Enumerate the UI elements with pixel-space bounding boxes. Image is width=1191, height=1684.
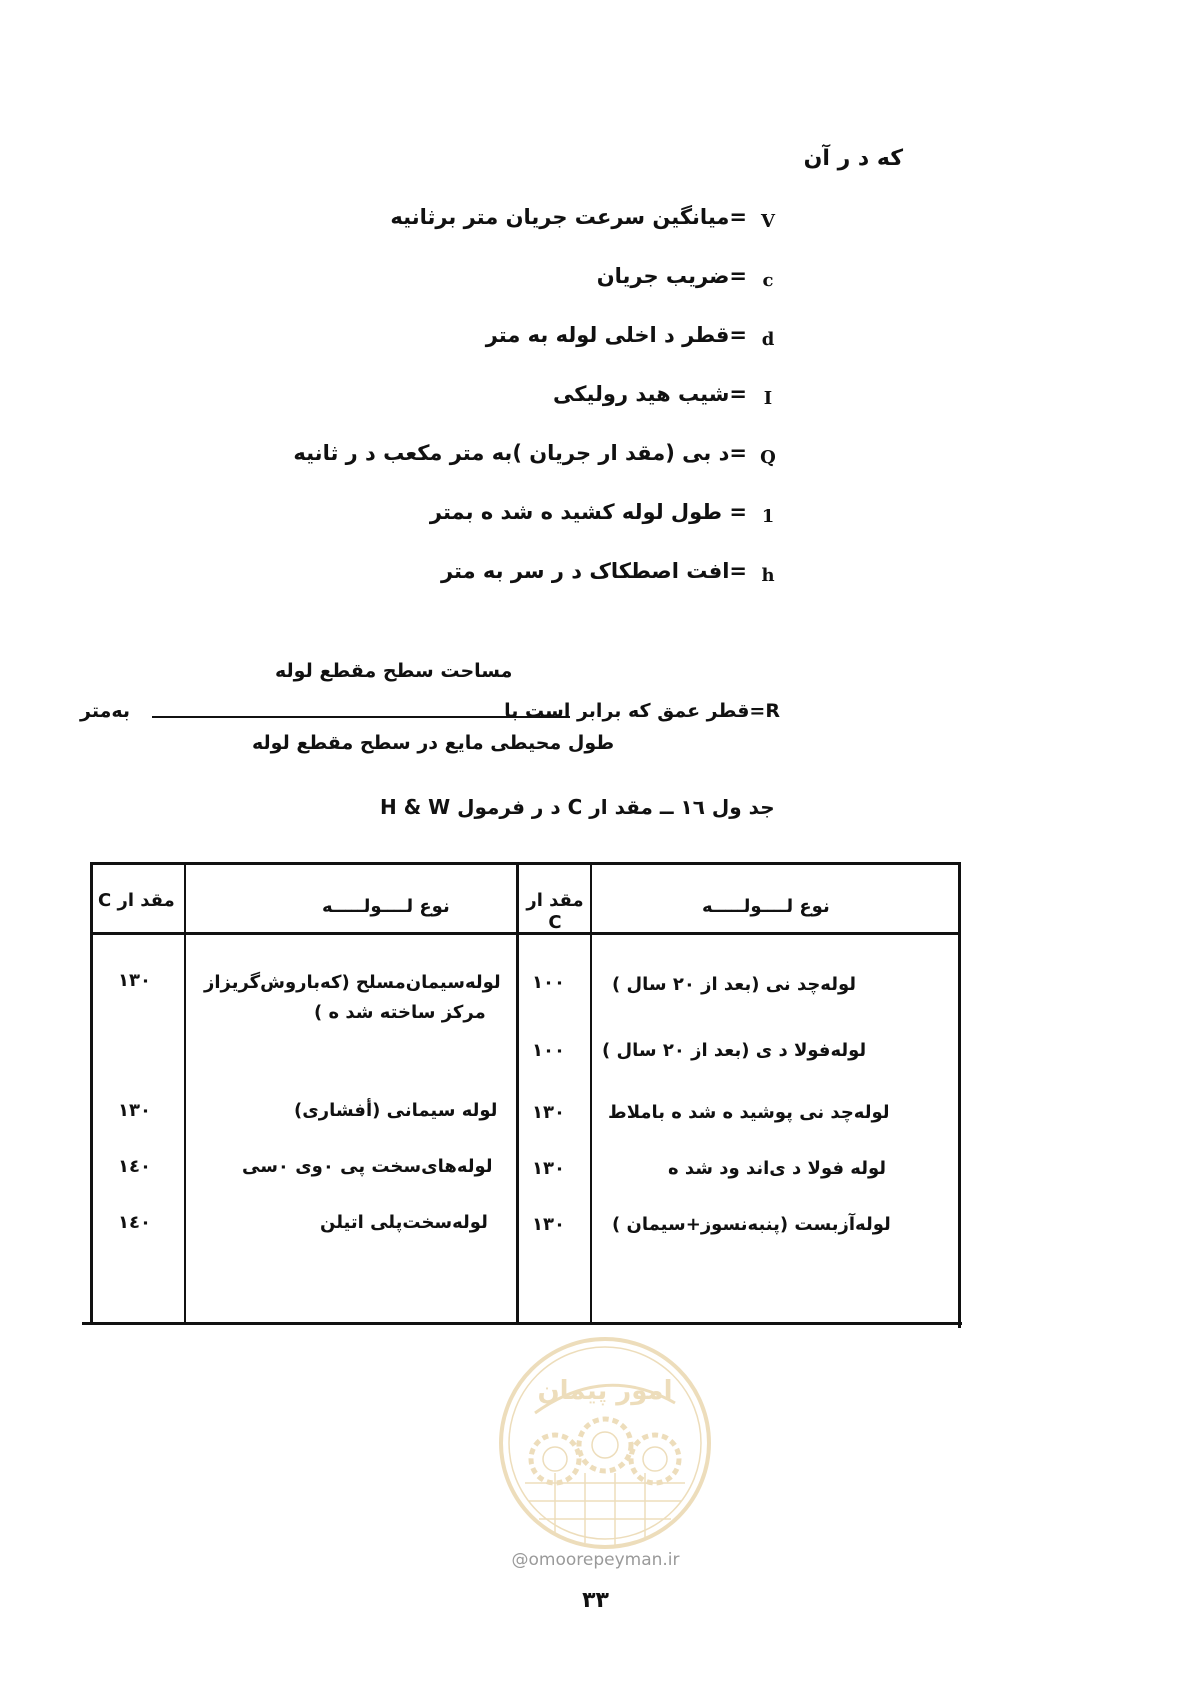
header-right-c: مقد ار C [526,890,584,933]
table-cell: ١٤٠ [118,1212,151,1233]
table-cell: لوله سیمانی (أفشاری) [294,1100,498,1121]
page-number: ٣٣ [582,1588,609,1613]
header-left-type: نوع لــــولـــــه [322,896,450,917]
table-cell: لوله‌سیمان‌مسلح (که‌باروش‌گریزاز [204,972,501,993]
header-left-c: مقد ار C [98,890,175,911]
table-cell: ١٠٠ [532,972,565,993]
table-cell: لوله‌فولا د ی (بعد از ٢٠ سال ) [602,1040,867,1061]
definition-item [263,559,783,618]
definition-symbol: 1 [761,506,775,527]
definition-text: =میانگین سرعت جریان متر برثانیه [390,205,747,229]
watermark-url: @omoorepeyman.ir [511,1550,680,1570]
definition-item [263,323,783,382]
hydraulic-radius-formula [80,660,780,770]
table-cell: لوله فولا د ی‌اند ود شد ه [668,1158,887,1179]
table-caption: جد ول ١٦ ــ مقد ار C د ر فرمول H & W [380,795,775,819]
formula-lhs: R=قطر عمق که برابر است با [504,700,780,722]
table-cell: ١٣٠ [532,1214,565,1235]
c-values-table [82,862,962,1328]
definition-text: =افت اصطکاک د ر سر به متر [440,559,747,583]
definition-text: =قطر د اخلی لوله به متر [485,323,747,347]
table-divider [516,862,519,1322]
table-cell: لوله‌آزبست (پنبه‌نسوز+سیمان ) [612,1214,891,1235]
table-cell: ١٣٠ [118,1100,151,1121]
definition-symbol: c [762,270,774,291]
definition-symbol: d [761,329,775,350]
table-divider [590,862,592,1322]
table-bottom-border [82,1322,962,1325]
formula-unit: به‌متر [80,700,130,722]
table-divider [958,862,961,1328]
table-cell: ١٣٠ [532,1158,565,1179]
watermark-logo [495,1333,715,1553]
definition-text: =د بی (مقد ار جریان )به متر مکعب د ر ثانیه [293,441,747,465]
table-cell: ١٣٠ [532,1102,565,1123]
definition-text: =شیب هید رولیکی [553,382,747,406]
definition-text: = طول لوله کشید ه شد ه بمتر [429,500,747,524]
definition-item [263,500,783,559]
definition-symbol: Q [760,447,776,468]
header-right-type: نوع لــــولـــــه [702,896,830,917]
formula-numerator: مساحت سطح مقطع لوله [275,660,513,682]
table-cell: ١٠٠ [532,1040,565,1061]
definition-item [263,382,783,441]
table-divider [184,862,186,1322]
table-cell: ١٣٠ [118,970,151,991]
table-cell: ١٤٠ [118,1156,151,1177]
definition-text: =ضریب جریان [596,264,747,288]
table-divider [90,862,93,1322]
formula-denominator: طول محیطی مایع در سطح مقطع لوله [252,732,615,754]
definition-item [263,441,783,500]
table-cell: مرکز ساخته شد ه ) [314,1002,486,1023]
watermark-logo-text: امور پیمان [537,1376,673,1406]
definition-symbol: h [761,565,775,586]
fraction-bar [152,716,570,718]
table-top-border [90,862,960,865]
table-cell: لوله‌چد نی (بعد از ٢٠ سال ) [612,974,857,995]
table-cell: لوله‌سخت‌پلی اتیلن [320,1212,488,1233]
intro-text: که د ر آن [803,146,903,171]
table-cell: لوله‌های‌سخت پی ٠وی ٠سی [242,1156,493,1177]
definitions-list [263,205,783,618]
definition-symbol: I [763,388,773,409]
definition-item [263,205,783,264]
definition-item [263,264,783,323]
definition-symbol: V [761,211,775,232]
table-cell: لوله‌چد نی پوشید ه شد ه باملاط [608,1102,890,1123]
